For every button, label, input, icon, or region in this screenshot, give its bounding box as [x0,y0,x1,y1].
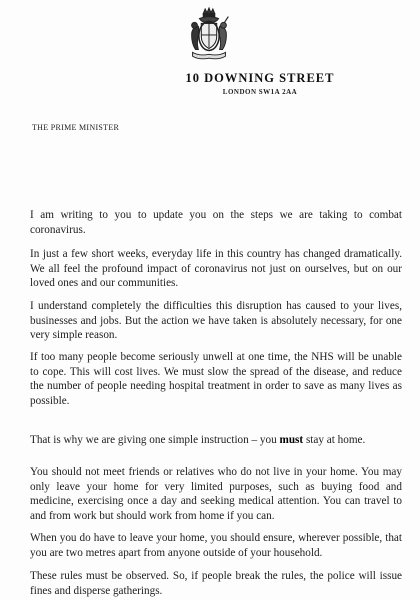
paragraph-5-end: stay at home. [303,434,366,446]
paragraph-7: When you do have to leave your home, you should ensure, wherever possible, that you are two metres apart from anyone outside of your household. [30,532,402,559]
sender-title: THE PRIME MINISTER [32,123,120,132]
paragraph-1: I am writing to you to update you on the steps we are taking to combat coronavirus. [30,209,402,236]
paragraph-2: In just a few short weeks, everyday life in this country has changed dramatically. We all feel the profound impact of coronavirus not just on ourselves, but on our loved ones and our communities. [30,248,402,289]
paragraph-6: You should not meet friends or relatives who do not live in your home. You may only leave your home for very limited purposes, such as buying food and medicine, exercising once a day and seeking medical attention. You can travel to and from work but should work from home if you can. [30,466,402,522]
paragraph-8: These rules must be observed. So, if people break the rules, the police will issue fines and disperse gatherings. [30,570,402,597]
paragraph-5-start: That is why we are giving one simple instruction – you [30,434,280,446]
emphasis-must: must [279,434,304,446]
paragraph-4: If too many people become seriously unwell at one time, the NHS will be unable to cope. This will cost lives. We must slow the spread of the disease, and reduce the number of people needing hospital treatment in order to save as many lives as possible. [30,351,402,407]
letterhead-street: 10 DOWNING STREET [185,71,335,85]
letterhead-city: LONDON SW1A 2AA [222,87,298,96]
paragraph-3: I understand completely the difficulties this disruption has caused to your lives, businesses and jobs. But the action we have taken is absolutely necessary, for one very simple reason. [30,300,402,341]
paragraph-5 [30,433,402,448]
